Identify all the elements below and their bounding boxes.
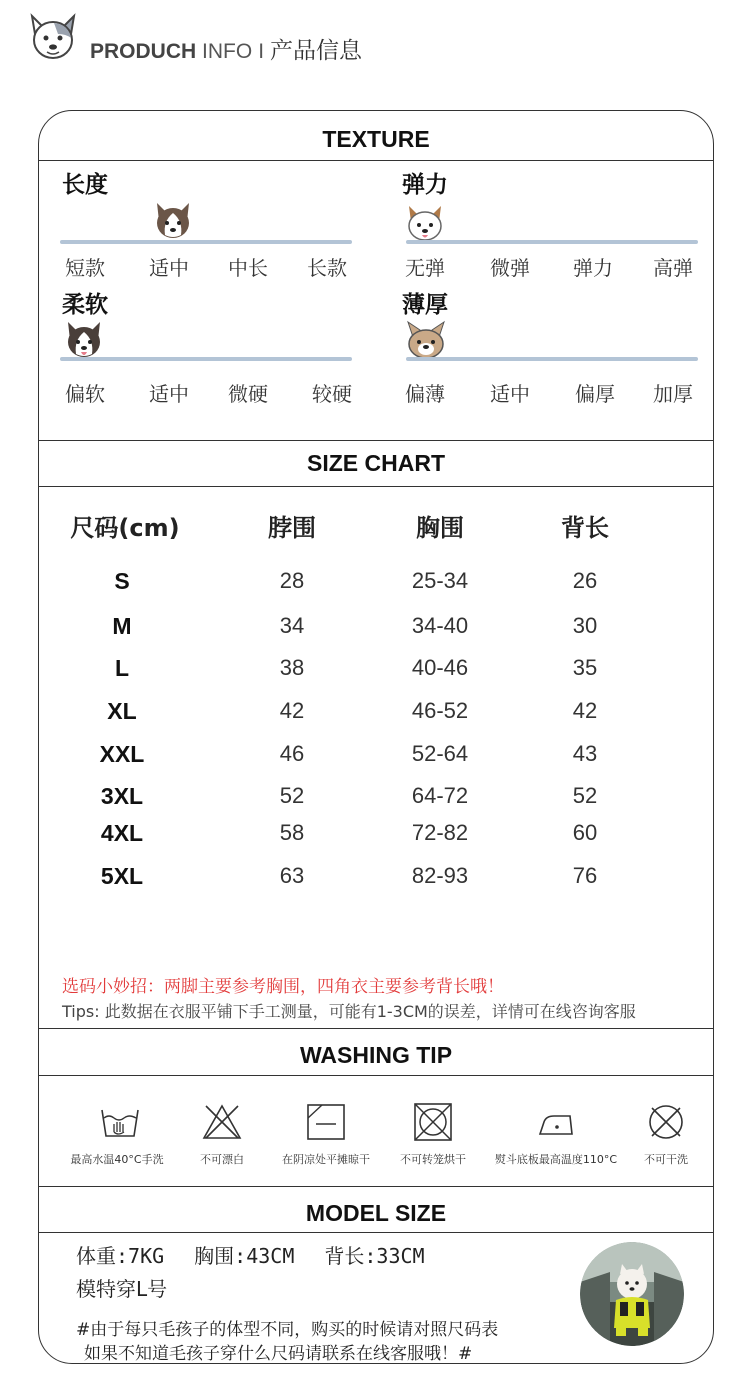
size-tip-gray: Tips: 此数据在衣服平铺下手工测量，可能有1-3CM的误差，详情可在线咨询客服 xyxy=(62,1002,636,1021)
chest-cell: 46-52 xyxy=(411,698,469,723)
texture-label-thickness: 薄厚 xyxy=(402,292,448,318)
texture-option: 偏厚 xyxy=(575,382,615,406)
texture-option: 长款 xyxy=(307,256,347,280)
neck-header: 脖围 xyxy=(268,514,316,542)
back-cell: 35 xyxy=(572,655,598,680)
back-cell: 60 xyxy=(572,820,598,845)
divider xyxy=(38,1028,714,1029)
texture-label-elasticity: 弹力 xyxy=(402,172,448,198)
info-frame xyxy=(38,110,714,1364)
model-weight: 体重:7KG xyxy=(76,1244,165,1268)
chest-cell: 72-82 xyxy=(411,820,469,845)
neck-cell: 58 xyxy=(279,820,305,845)
size-header: 尺码(cm) xyxy=(70,514,180,542)
chest-cell: 52-64 xyxy=(411,741,469,766)
header-title-bold: PRODUCH xyxy=(90,40,197,63)
divider xyxy=(38,1232,714,1233)
divider xyxy=(38,160,714,161)
back-cell: 42 xyxy=(572,698,598,723)
husky-dog-icon xyxy=(151,199,195,243)
texture-label-length: 长度 xyxy=(62,172,108,198)
texture-scale-bar xyxy=(60,357,352,361)
texture-label-softness: 柔软 xyxy=(62,292,108,318)
model-measurements xyxy=(76,1240,425,1269)
chest-cell: 34-40 xyxy=(411,613,469,638)
divider xyxy=(38,1075,714,1076)
husky-dog-icon xyxy=(62,318,106,362)
no-dry-clean-icon xyxy=(644,1102,688,1142)
texture-option: 无弹 xyxy=(405,256,445,280)
wash-label: 在阴凉处平摊晾干 xyxy=(282,1153,370,1166)
size-tip-red: 选码小妙招：两脚主要参考胸围，四角衣主要参考背长哦！ xyxy=(62,977,504,997)
back-header: 背长 xyxy=(561,514,609,542)
header-separator: I xyxy=(258,40,265,63)
texture-option: 短款 xyxy=(65,256,105,280)
texture-option: 偏软 xyxy=(65,382,105,406)
texture-option: 高弹 xyxy=(653,256,693,280)
texture-option: 适中 xyxy=(149,382,189,406)
texture-option: 适中 xyxy=(490,382,530,406)
size-cell: M xyxy=(112,613,132,639)
texture-option: 加厚 xyxy=(653,382,693,406)
texture-option: 适中 xyxy=(149,256,189,280)
no-tumble-dry-icon xyxy=(411,1102,455,1142)
texture-title: TEXTURE xyxy=(322,126,430,152)
bulldog-icon xyxy=(404,318,448,362)
divider xyxy=(38,440,714,441)
washing-title: WASHING TIP xyxy=(299,1042,453,1068)
texture-option: 微弹 xyxy=(490,256,530,280)
model-note-1: #由于每只毛孩子的体型不同，购买的时候请对照尺码表 xyxy=(76,1320,499,1340)
neck-cell: 38 xyxy=(279,655,305,680)
iron-low-icon xyxy=(534,1104,578,1144)
neck-cell: 34 xyxy=(279,613,305,638)
texture-scale-bar xyxy=(60,240,352,244)
chest-cell: 64-72 xyxy=(411,783,469,808)
chest-cell: 40-46 xyxy=(411,655,469,680)
dry-flat-shade-icon xyxy=(304,1102,348,1142)
dog-logo-icon xyxy=(26,10,80,62)
neck-cell: 42 xyxy=(279,698,305,723)
model-wears: 模特穿L号 xyxy=(76,1277,168,1301)
chest-cell: 82-93 xyxy=(411,863,469,888)
size-cell: L xyxy=(114,655,130,681)
wash-label: 熨斗底板最高温度110°C xyxy=(494,1153,618,1166)
neck-cell: 52 xyxy=(279,783,305,808)
neck-cell: 28 xyxy=(279,568,305,593)
model-note-2: 如果不知道毛孩子穿什么尺码请联系在线客服哦！# xyxy=(84,1344,473,1364)
neck-cell: 46 xyxy=(279,741,305,766)
texture-option: 偏薄 xyxy=(405,382,445,406)
texture-scale-bar xyxy=(406,240,698,244)
size-cell: S xyxy=(114,568,130,594)
wash-label: 最高水温40°C手洗 xyxy=(70,1153,164,1166)
size-chart-title: SIZE CHART xyxy=(307,450,445,476)
model-dog-photo xyxy=(580,1242,684,1346)
size-cell: 5XL xyxy=(100,863,144,889)
size-cell: 3XL xyxy=(100,783,144,809)
back-cell: 26 xyxy=(572,568,598,593)
header-title-light: INFO xyxy=(202,40,253,63)
texture-option: 微硬 xyxy=(228,382,268,406)
divider xyxy=(38,1186,714,1187)
texture-scale-bar xyxy=(406,357,698,361)
neck-cell: 63 xyxy=(279,863,305,888)
hand-wash-icon xyxy=(98,1102,142,1142)
texture-option: 弹力 xyxy=(573,256,613,280)
back-cell: 76 xyxy=(572,863,598,888)
divider xyxy=(38,486,714,487)
model-back: 背长:33CM xyxy=(324,1244,425,1268)
wash-label: 不可漂白 xyxy=(200,1153,244,1166)
texture-option: 中长 xyxy=(228,256,268,280)
texture-option: 较硬 xyxy=(312,382,352,406)
model-chest: 胸围:43CM xyxy=(194,1244,295,1268)
back-cell: 30 xyxy=(572,613,598,638)
back-cell: 43 xyxy=(572,741,598,766)
wash-label: 不可干洗 xyxy=(644,1153,688,1166)
header-title-cn: 产品信息 xyxy=(270,38,363,64)
size-cell: XXL xyxy=(99,741,145,767)
size-cell: XL xyxy=(107,698,137,724)
page-header xyxy=(90,32,362,65)
no-bleach-icon xyxy=(200,1102,244,1142)
back-cell: 52 xyxy=(572,783,598,808)
chest-header: 胸围 xyxy=(416,514,464,542)
wash-label: 不可转笼烘干 xyxy=(400,1153,466,1166)
model-title: MODEL SIZE xyxy=(305,1200,447,1226)
size-cell: 4XL xyxy=(100,820,144,846)
chest-cell: 25-34 xyxy=(411,568,469,593)
